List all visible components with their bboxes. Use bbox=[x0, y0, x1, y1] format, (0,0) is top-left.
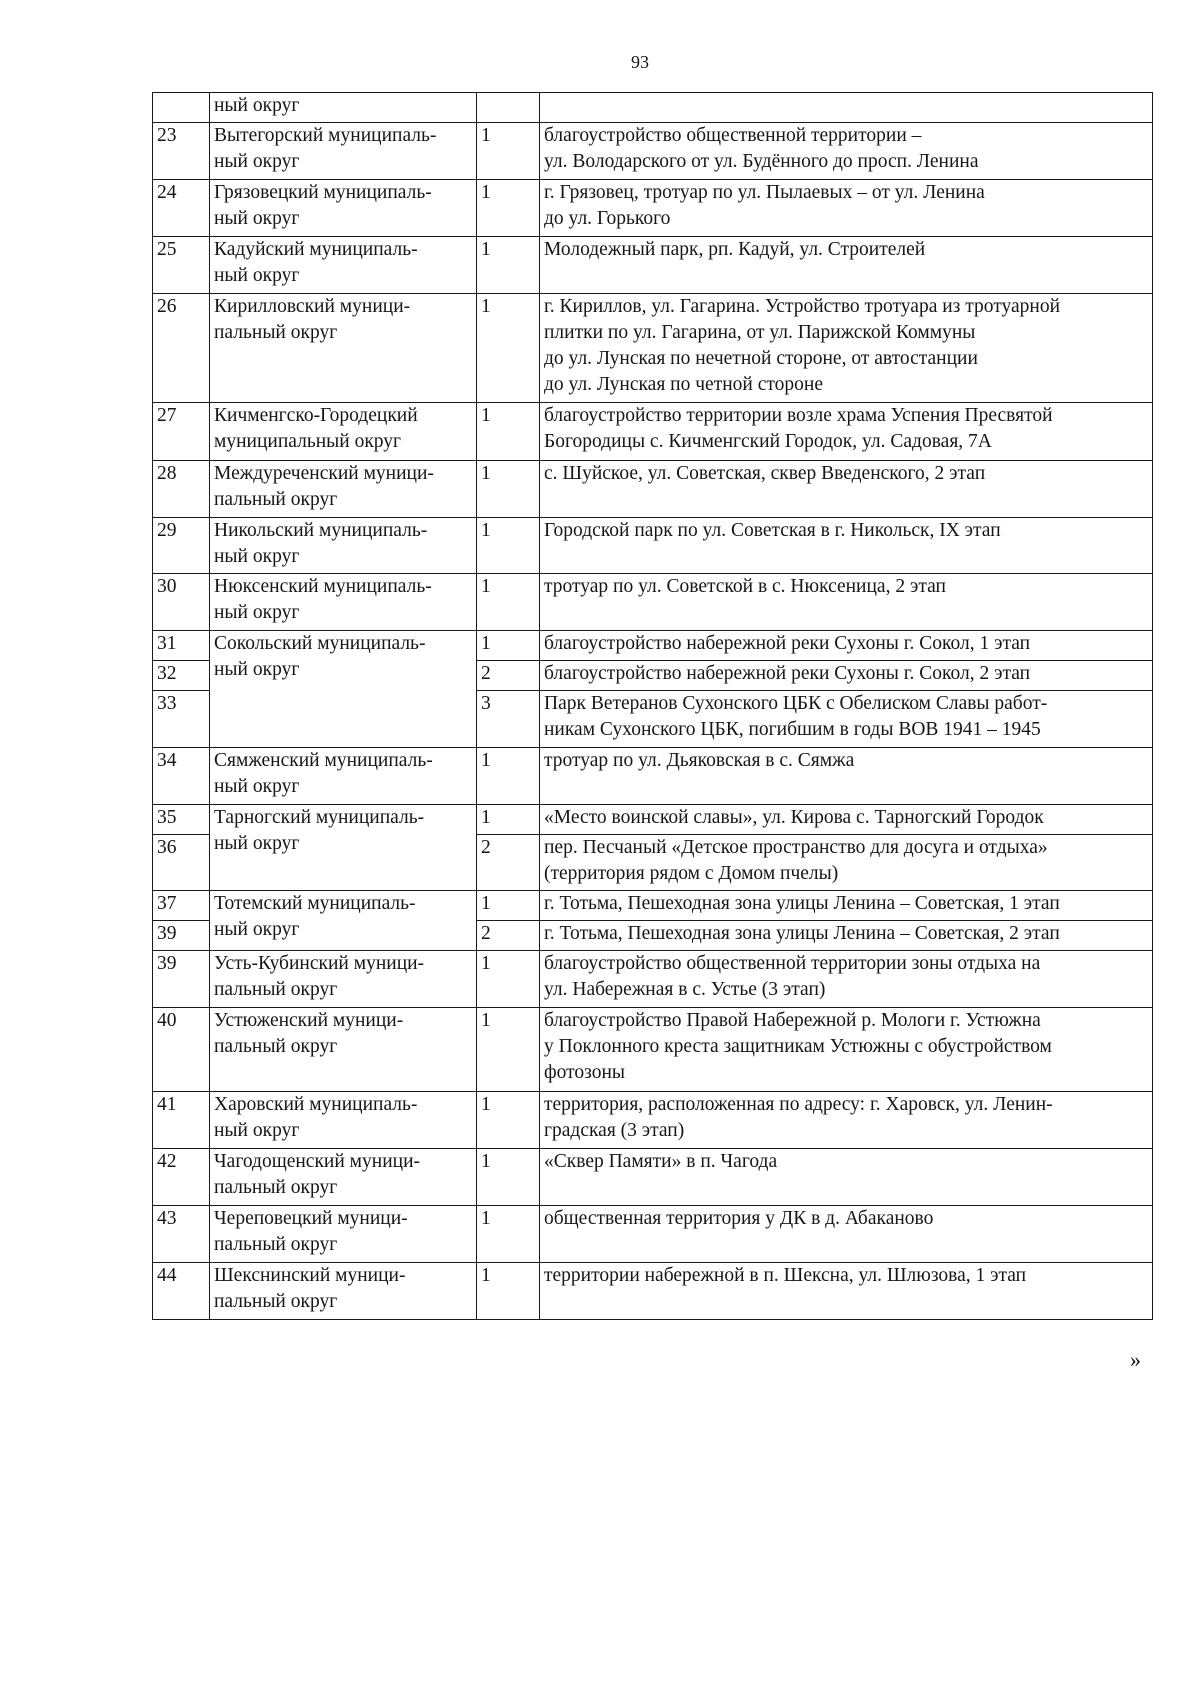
object-count: 1 bbox=[477, 748, 540, 805]
object-description: Молодежный парк, рп. Кадуй, ул. Строителей bbox=[540, 237, 1153, 294]
object-count: 1 bbox=[477, 1263, 540, 1320]
object-description: «Сквер Памяти» в п. Чагода bbox=[540, 1149, 1153, 1206]
district-name: Устюженский муници- пальный округ bbox=[210, 1008, 477, 1092]
row-number: 31 bbox=[153, 631, 210, 661]
object-count: 1 bbox=[477, 403, 540, 461]
object-description: г. Тотьма, Пешеходная зона улицы Ленина – Советская, 1 этап bbox=[540, 891, 1153, 921]
row-number: 32 bbox=[153, 661, 210, 691]
row-number: 27 bbox=[153, 403, 210, 461]
table-row bbox=[153, 891, 1153, 921]
object-description bbox=[540, 93, 1153, 123]
object-count: 1 bbox=[477, 518, 540, 574]
row-number: 23 bbox=[153, 123, 210, 180]
district-name: Сямженский муниципаль- ный округ bbox=[210, 748, 477, 805]
row-number: 34 bbox=[153, 748, 210, 805]
district-name: Междуреченский муници- пальный округ bbox=[210, 461, 477, 518]
object-count: 3 bbox=[477, 691, 540, 748]
district-name: Тарногский муниципаль- ный округ bbox=[210, 805, 477, 891]
object-count: 1 bbox=[477, 294, 540, 403]
table-row bbox=[153, 631, 1153, 661]
table-row bbox=[153, 951, 1153, 1008]
district-name: ный округ bbox=[210, 93, 477, 123]
table-row bbox=[153, 1206, 1153, 1263]
object-description: благоустройство набережной реки Сухоны г. Сокол, 1 этап bbox=[540, 631, 1153, 661]
table-row bbox=[153, 180, 1153, 237]
object-description: благоустройство набережной реки Сухоны г. Сокол, 2 этап bbox=[540, 661, 1153, 691]
district-name: Череповецкий муници- пальный округ bbox=[210, 1206, 477, 1263]
object-count: 1 bbox=[477, 180, 540, 237]
object-description: «Место воинской славы», ул. Кирова с. Тарногский Городок bbox=[540, 805, 1153, 835]
object-description: тротуар по ул. Советской в с. Нюксеница, 2 этап bbox=[540, 574, 1153, 631]
page-number: 93 bbox=[631, 52, 649, 72]
table-row bbox=[153, 237, 1153, 294]
table-row bbox=[153, 805, 1153, 835]
object-description: Городской парк по ул. Советская в г. Никольск, IX этап bbox=[540, 518, 1153, 574]
object-count: 1 bbox=[477, 123, 540, 180]
table-row bbox=[153, 574, 1153, 631]
object-description: общественная территория у ДК в д. Абаканово bbox=[540, 1206, 1153, 1263]
district-name: Кичменгско-Городецкий муниципальный округ bbox=[210, 403, 477, 461]
object-description: г. Кириллов, ул. Гагарина. Устройство тротуара из тротуарной плитки по ул. Гагарина, от ул. Парижской Коммуны до ул. Лунская по нечетной стороне, от автостанции до ул. Лунская по четной стороне bbox=[540, 294, 1153, 403]
object-count: 1 bbox=[477, 1149, 540, 1206]
object-count: 1 bbox=[477, 1206, 540, 1263]
table-row bbox=[153, 1008, 1153, 1092]
row-number: 37 bbox=[153, 891, 210, 921]
table-row bbox=[153, 748, 1153, 805]
object-count: 2 bbox=[477, 835, 540, 891]
table-row bbox=[153, 1263, 1153, 1320]
district-name: Кадуйский муниципаль- ный округ bbox=[210, 237, 477, 294]
row-number: 35 bbox=[153, 805, 210, 835]
district-name: Никольский муниципаль- ный округ bbox=[210, 518, 477, 574]
object-count: 1 bbox=[477, 951, 540, 1008]
object-count: 1 bbox=[477, 631, 540, 661]
object-description: Парк Ветеранов Сухонского ЦБК с Обелиском Славы работ- никам Сухонского ЦБК, погибшим в годы ВОВ 1941 – 1945 bbox=[540, 691, 1153, 748]
row-number: 39 bbox=[153, 921, 210, 951]
table-row bbox=[153, 294, 1153, 403]
object-description: тротуар по ул. Дьяковская в с. Сямжа bbox=[540, 748, 1153, 805]
object-count: 1 bbox=[477, 1092, 540, 1149]
district-name: Сокольский муниципаль- ный округ bbox=[210, 631, 477, 748]
object-count: 1 bbox=[477, 574, 540, 631]
object-count: 2 bbox=[477, 661, 540, 691]
district-name: Шекснинский муници- пальный округ bbox=[210, 1263, 477, 1320]
table-row bbox=[153, 1149, 1153, 1206]
row-number: 30 bbox=[153, 574, 210, 631]
district-name: Усть-Кубинский муници- пальный округ bbox=[210, 951, 477, 1008]
object-count bbox=[477, 93, 540, 123]
row-number: 29 bbox=[153, 518, 210, 574]
object-description: территории набережной в п. Шексна, ул. Шлюзова, 1 этап bbox=[540, 1263, 1153, 1320]
row-number: 43 bbox=[153, 1206, 210, 1263]
table-row bbox=[153, 1092, 1153, 1149]
object-description: территория, расположенная по адресу: г. Харовск, ул. Ленин- градская (3 этап) bbox=[540, 1092, 1153, 1149]
district-name: Вытегорский муниципаль- ный округ bbox=[210, 123, 477, 180]
row-number: 44 bbox=[153, 1263, 210, 1320]
row-number: 28 bbox=[153, 461, 210, 518]
district-name: Кирилловский муници- пальный округ bbox=[210, 294, 477, 403]
row-number: 24 bbox=[153, 180, 210, 237]
object-description: пер. Песчаный «Детское пространство для досуга и отдыха» (территория рядом с Домом пчелы) bbox=[540, 835, 1153, 891]
district-name: Тотемский муниципаль- ный округ bbox=[210, 891, 477, 951]
object-description: г. Грязовец, тротуар по ул. Пылаевых – от ул. Ленина до ул. Горького bbox=[540, 180, 1153, 237]
object-description: благоустройство общественной территории – ул. Володарского от ул. Будённого до просп. Ленина bbox=[540, 123, 1153, 180]
object-count: 1 bbox=[477, 1008, 540, 1092]
object-count: 1 bbox=[477, 891, 540, 921]
district-name: Нюксенский муниципаль- ный округ bbox=[210, 574, 477, 631]
row-number: 39 bbox=[153, 951, 210, 1008]
district-name: Грязовецкий муниципаль- ный округ bbox=[210, 180, 477, 237]
district-name: Чагодощенский муници- пальный округ bbox=[210, 1149, 477, 1206]
district-name: Харовский муниципаль- ный округ bbox=[210, 1092, 477, 1149]
object-description: благоустройство Правой Набережной р. Мологи г. Устюжна у Поклонного креста защитникам Устюжны с обустройством фотозоны bbox=[540, 1008, 1153, 1092]
object-count: 1 bbox=[477, 237, 540, 294]
table-row bbox=[153, 461, 1153, 518]
row-number: 40 bbox=[153, 1008, 210, 1092]
row-number: 42 bbox=[153, 1149, 210, 1206]
table-row bbox=[153, 93, 1153, 123]
districts-table bbox=[152, 92, 1153, 1320]
row-number: 36 bbox=[153, 835, 210, 891]
object-count: 1 bbox=[477, 805, 540, 835]
row-number: 41 bbox=[153, 1092, 210, 1149]
object-count: 1 bbox=[477, 461, 540, 518]
row-number: 25 bbox=[153, 237, 210, 294]
table-row bbox=[153, 518, 1153, 574]
table-row bbox=[153, 403, 1153, 461]
object-description: г. Тотьма, Пешеходная зона улицы Ленина – Советская, 2 этап bbox=[540, 921, 1153, 951]
object-description: благоустройство территории возле храма Успения Пресвятой Богородицы с. Кичменгский Городок, ул. Садовая, 7А bbox=[540, 403, 1153, 461]
row-number: 26 bbox=[153, 294, 210, 403]
object-count: 2 bbox=[477, 921, 540, 951]
object-description: благоустройство общественной территории зоны отдыха на ул. Набережная в с. Устье (3 этап) bbox=[540, 951, 1153, 1008]
row-number: 33 bbox=[153, 691, 210, 748]
object-description: с. Шуйское, ул. Советская, сквер Введенского, 2 этап bbox=[540, 461, 1153, 518]
closing-quote: » bbox=[1130, 1347, 1141, 1372]
row-number bbox=[153, 93, 210, 123]
table-row bbox=[153, 123, 1153, 180]
